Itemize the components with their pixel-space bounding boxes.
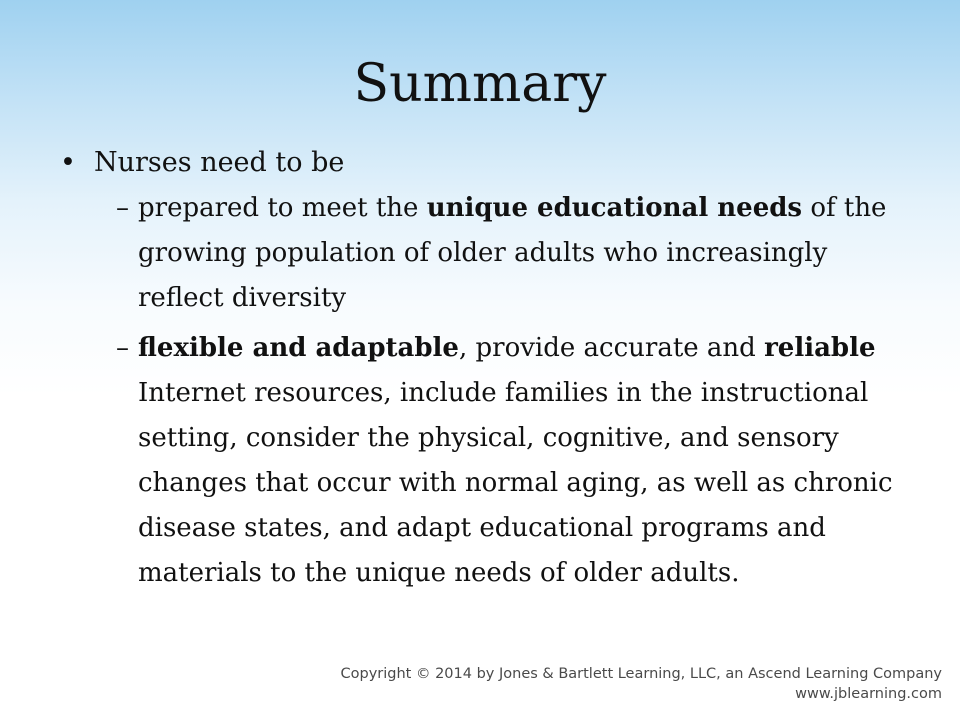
slide-content <box>56 141 916 601</box>
bullet-text: Nurses need to be <box>94 147 345 178</box>
sub-item-text <box>138 326 898 596</box>
bullet-item <box>56 141 916 184</box>
text-segment: , provide accurate and <box>458 333 765 363</box>
footer <box>341 664 942 704</box>
text-segment: Internet resources, include families in the instructional setting, consider the physical, cognitive, and sensory changes that occur with normal aging, as well as chronic disease states, and adapt educational programs and materials to the unique needs of older adults. <box>138 378 893 588</box>
website-link[interactable]: www.jblearning.com <box>795 686 942 702</box>
dash-marker: – <box>116 333 129 363</box>
emphasis-segment: unique educational needs <box>426 193 803 223</box>
sub-list <box>56 186 916 596</box>
sub-item-prepared <box>116 186 916 321</box>
sub-item-text <box>138 186 898 321</box>
sub-item-flexible <box>116 326 916 596</box>
copyright-notice: Copyright © 2014 by Jones & Bartlett Learning, LLC, an Ascend Learning Company <box>340 666 942 682</box>
emphasis-segment: flexible and adaptable <box>138 333 459 363</box>
bullet-marker: • <box>60 147 76 178</box>
text-segment: prepared to meet the <box>138 193 427 223</box>
slide-title: Summary <box>353 54 607 114</box>
dash-marker: – <box>116 193 129 223</box>
text-segment: of the growing population of older adults who increasingly reflect diversity <box>138 193 887 313</box>
emphasis-segment: reliable <box>764 333 876 363</box>
